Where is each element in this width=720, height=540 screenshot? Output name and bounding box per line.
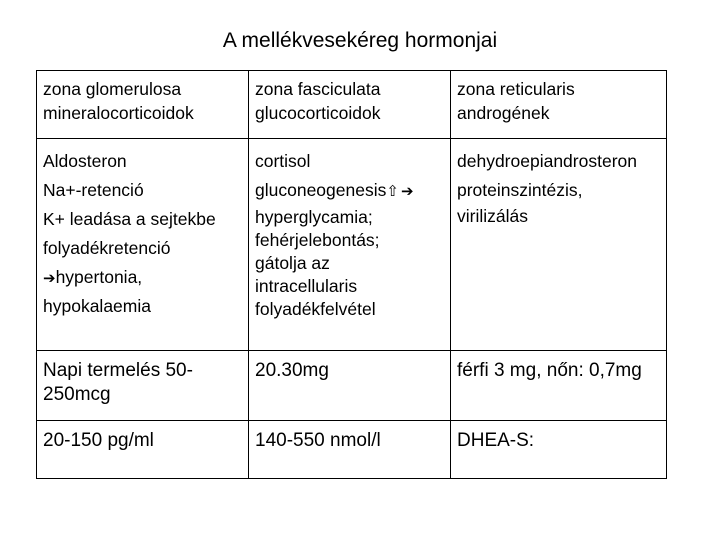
dhea-cell: [451, 139, 667, 351]
level-text: 140-550 nmol/l: [255, 430, 381, 451]
header-cell-fasciculata: [249, 71, 451, 139]
hormone-class: mineralocorticoidok: [43, 103, 194, 123]
levels-row: [37, 421, 667, 479]
effect-line: virilizálás: [457, 206, 528, 226]
level-cell-dhea: [451, 421, 667, 479]
effect-line: dehydroepiandrosteron: [457, 151, 637, 171]
up-arrow-icon: ⇧: [386, 182, 399, 200]
zone-name: zona glomerulosa: [43, 79, 182, 99]
right-arrow-icon: ➔: [400, 182, 414, 200]
effect-line: folyadékretenció: [43, 238, 171, 258]
production-row: [37, 351, 667, 421]
production-text: 20.30mg: [255, 360, 329, 381]
level-text: 20-150 pg/ml: [43, 430, 154, 451]
level-cell-aldosteron: [37, 421, 249, 479]
right-arrow-icon: ➔: [43, 269, 56, 287]
effect-line: proteinszintézis,: [457, 180, 583, 200]
effect-line: hypokalaemia: [43, 296, 151, 316]
effects-row: [37, 139, 667, 351]
production-text: férfi 3 mg, nőn: 0,7mg: [457, 360, 642, 381]
production-cell-cortisol: [249, 351, 451, 421]
effect-line: Aldosteron: [43, 151, 127, 171]
effect-line: cortisol: [255, 151, 311, 171]
effect-line: fehérjelebontás;: [255, 230, 380, 250]
production-cell-dhea: [451, 351, 667, 421]
effect-line: Na+-retenció: [43, 180, 144, 200]
production-text: Napi termelés 50-: [43, 360, 193, 381]
hormone-table: [36, 70, 667, 479]
effect-text: hypertonia,: [55, 267, 143, 287]
zone-name: zona reticularis: [457, 79, 575, 99]
effect-line: folyadékfelvétel: [255, 299, 376, 319]
production-text: 250mcg: [43, 384, 111, 405]
effect-line: gátolja az: [255, 253, 330, 273]
level-text: DHEA-S:: [457, 430, 535, 451]
hormone-class: androgének: [457, 103, 550, 123]
hormone-class: glucocorticoidok: [255, 103, 381, 123]
level-cell-cortisol: [249, 421, 451, 479]
effect-line: hyperglycamia;: [255, 207, 373, 227]
header-cell-glomerulosa: [37, 71, 249, 139]
effect-text: gluconeogenesis: [255, 180, 387, 200]
aldosteron-cell: [37, 139, 249, 351]
cortisol-cell: [249, 139, 451, 351]
effect-line: [255, 176, 444, 206]
zone-name: zona fasciculata: [255, 79, 381, 99]
production-cell-aldosteron: [37, 351, 249, 421]
header-cell-reticularis: [451, 71, 667, 139]
effect-line: [43, 263, 242, 293]
effect-line: intracellularis: [255, 276, 358, 296]
effect-line: K+ leadása a sejtekbe: [43, 209, 216, 229]
slide-title: A mellékvesekéreg hormonjai: [222, 29, 498, 52]
header-row: [37, 71, 667, 139]
